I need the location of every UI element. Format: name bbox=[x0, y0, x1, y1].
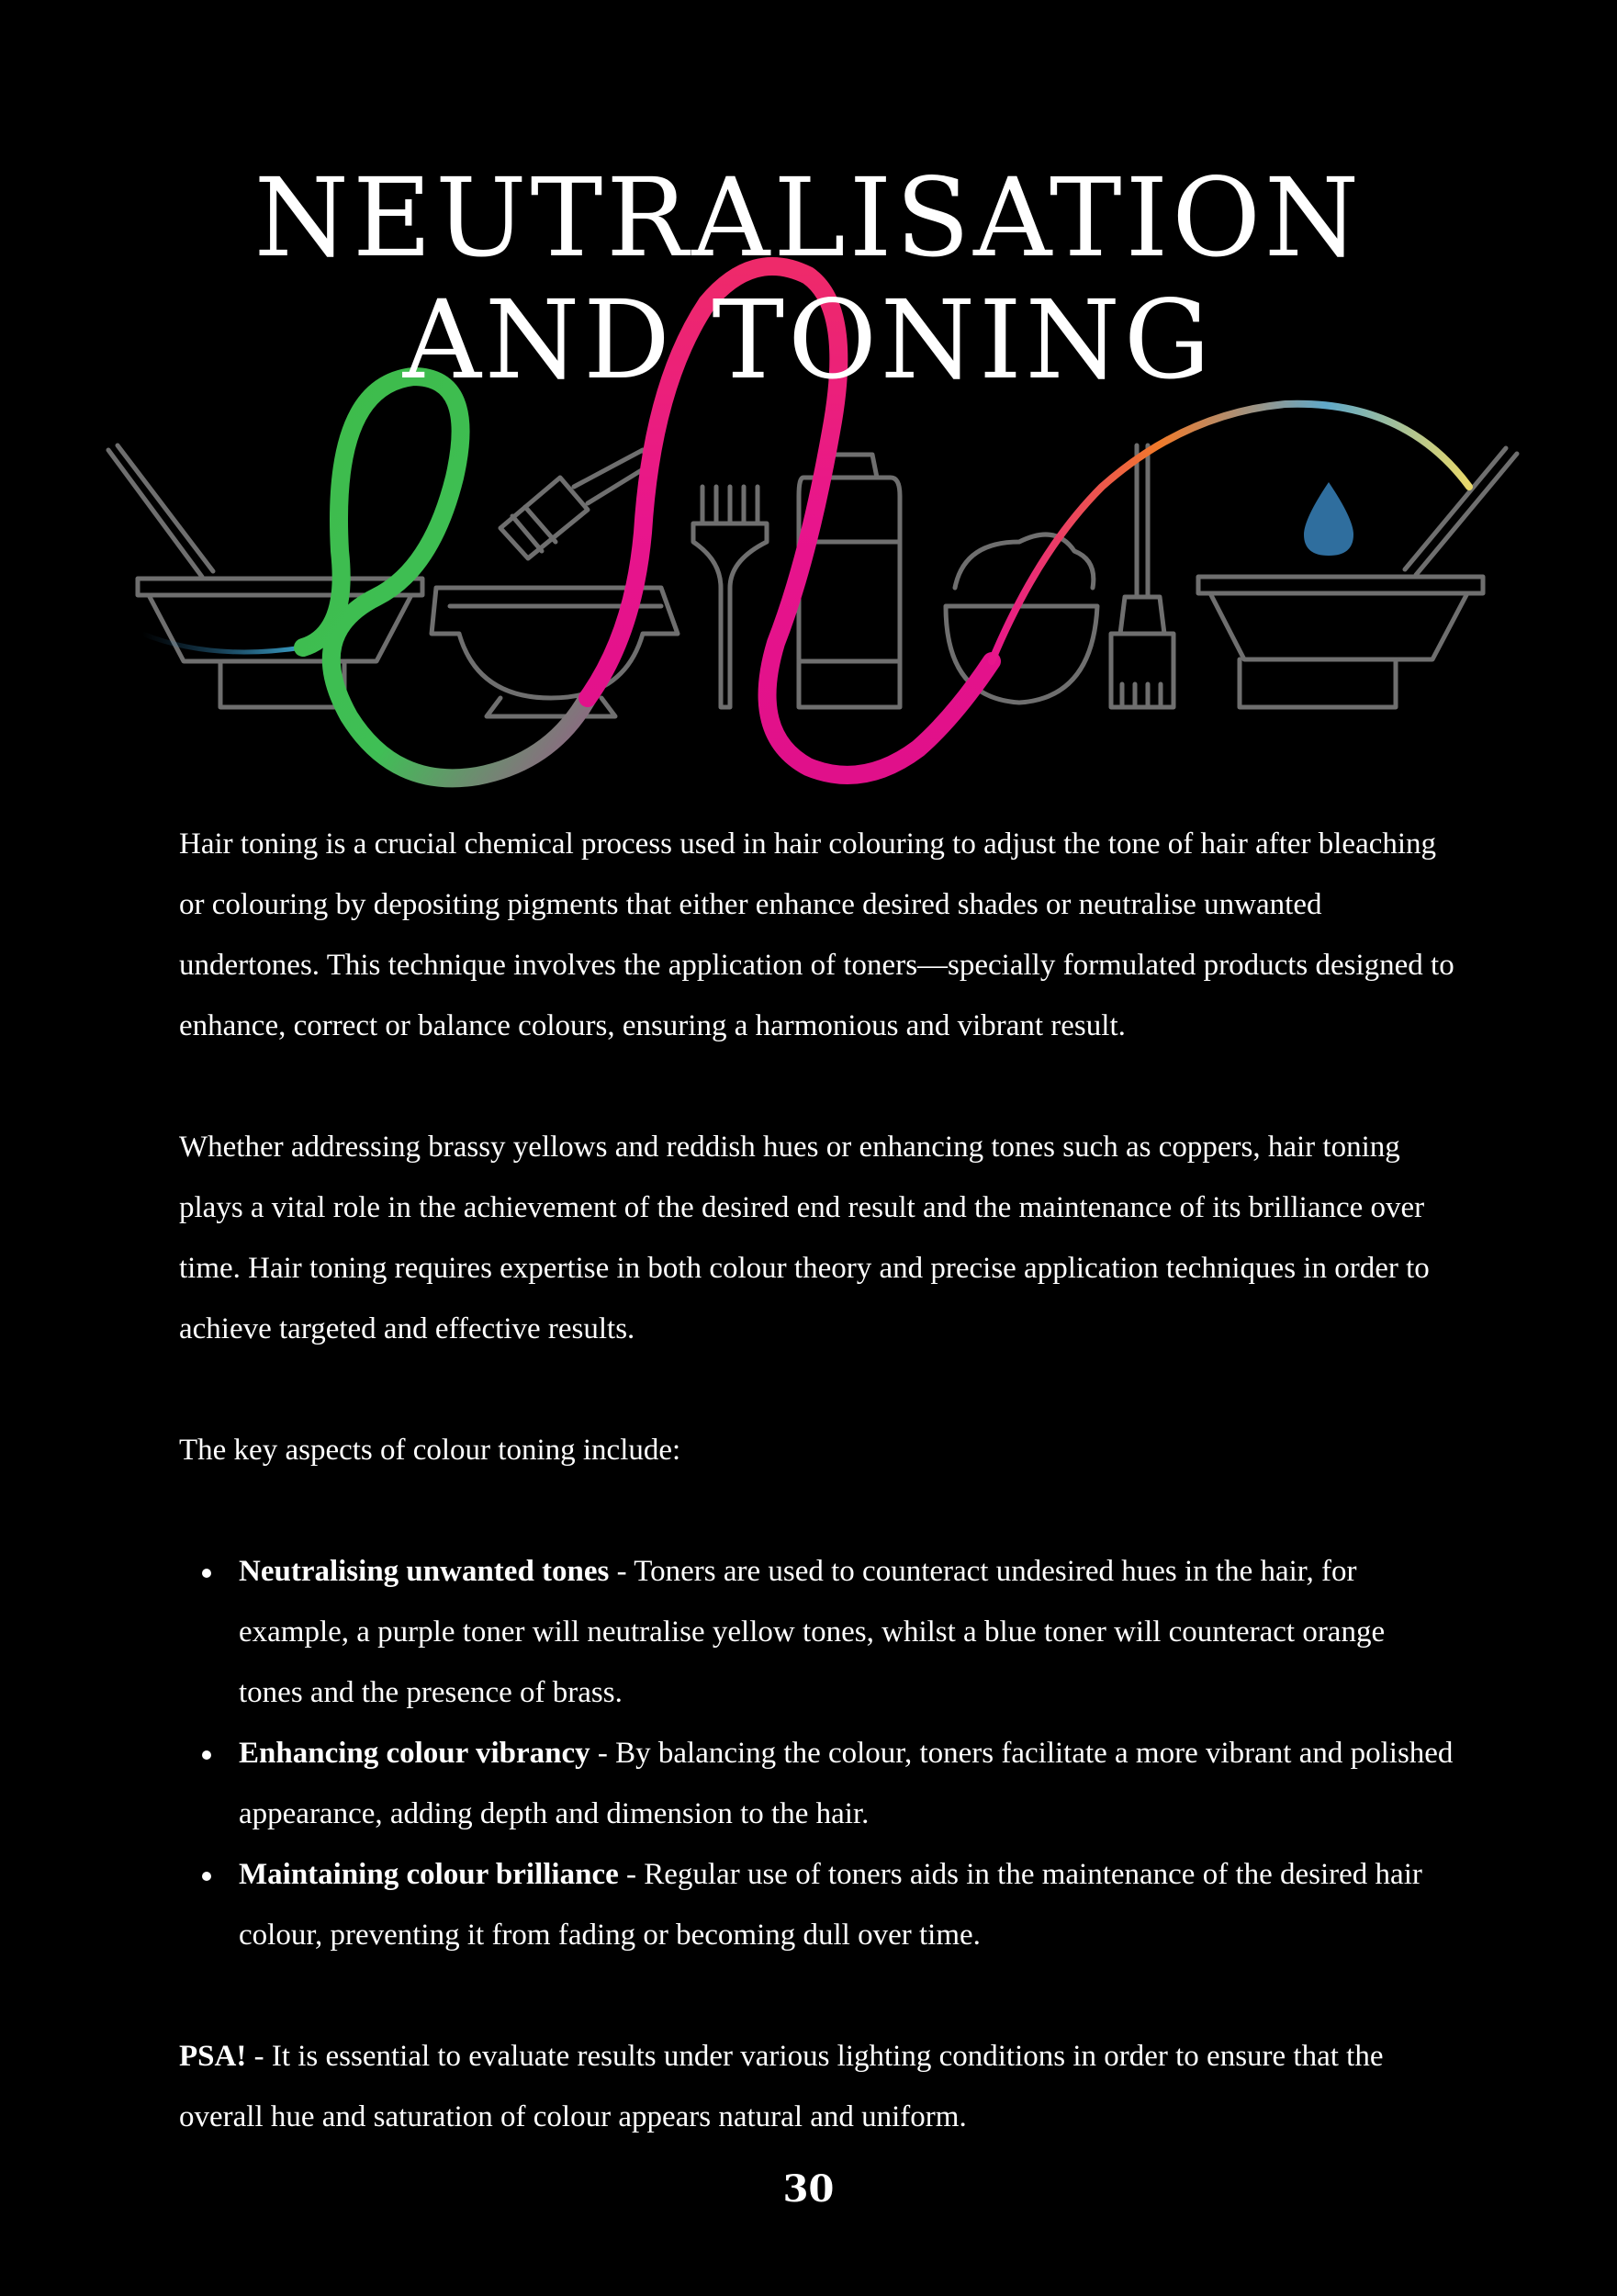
bullet-icon bbox=[202, 1569, 211, 1578]
bullet-text: - Toners are used to counteract undesired hues in the hair, for example, a purple toner will neutralise yellow tones, whilst a blue toner will counteract orange tones and the presence of brass. bbox=[239, 1555, 1386, 1709]
psa-text: - It is essential to evaluate results under various lighting conditions in order to ensure that the overall hue and saturation of colour appears natural and uniform. bbox=[179, 2040, 1384, 2133]
bowl-with-brush-icon bbox=[108, 445, 422, 707]
intro-paragraph-3: The key aspects of colour toning include: bbox=[179, 1434, 681, 1467]
bullet-term: Enhancing colour vibrancy bbox=[239, 1737, 590, 1770]
bullet-term: Maintaining colour brilliance bbox=[239, 1858, 619, 1891]
psa-paragraph bbox=[179, 2026, 1455, 2147]
list-item bbox=[179, 1844, 1455, 1965]
page-title-line-1: NEUTRALISATION bbox=[253, 154, 1364, 281]
droplet-icon bbox=[1304, 482, 1353, 556]
bullet-icon bbox=[202, 1872, 211, 1881]
cream-bowl-icon bbox=[946, 535, 1097, 703]
bowl-icon bbox=[432, 588, 678, 716]
list-item bbox=[179, 1541, 1455, 1723]
body-text bbox=[179, 814, 1455, 2147]
bullet-text: - By balancing the colour, toners facilitate a more vibrant and polished appearance, adding depth and dimension to the hair. bbox=[239, 1737, 1454, 1830]
bullet-icon bbox=[202, 1750, 211, 1760]
brush-icon bbox=[500, 450, 652, 558]
swirl-arc bbox=[992, 404, 1469, 661]
page-title-line-2: AND TONING bbox=[402, 276, 1215, 403]
key-aspects-list bbox=[179, 1541, 1455, 1965]
bullet-term: Neutralising unwanted tones bbox=[239, 1555, 610, 1588]
comb-icon bbox=[693, 487, 767, 707]
tint-brush-icon bbox=[1111, 445, 1173, 707]
bullet-text: - Regular use of toners aids in the maintenance of the desired hair colour, preventing it from fading or becoming dull over time. bbox=[239, 1858, 1422, 1952]
intro-paragraph-2: Whether addressing brassy yellows and reddish hues or enhancing tones such as coppers, hair toning plays a vital role in the achievement of the desired end result and the maintenance of its brilliance over time. Hair toning requires expertise in both colour theory and precise application techniques in order to achieve targeted and effective results. bbox=[179, 1131, 1430, 1345]
page-number: 30 bbox=[782, 2167, 835, 2211]
list-item bbox=[179, 1723, 1455, 1844]
psa-label: PSA! bbox=[179, 2040, 247, 2073]
hero-illustration bbox=[0, 0, 1617, 808]
intro-paragraph-1: Hair toning is a crucial chemical process used in hair colouring to adjust the tone of hair after bleaching or colouring by depositing pigments that either enhance desired shades or neutralise unwanted undertones. This technique involves the application of toners—specially formulated products designed to enhance, correct or balance colours, ensuring a harmonious and vibrant result. bbox=[179, 827, 1454, 1042]
